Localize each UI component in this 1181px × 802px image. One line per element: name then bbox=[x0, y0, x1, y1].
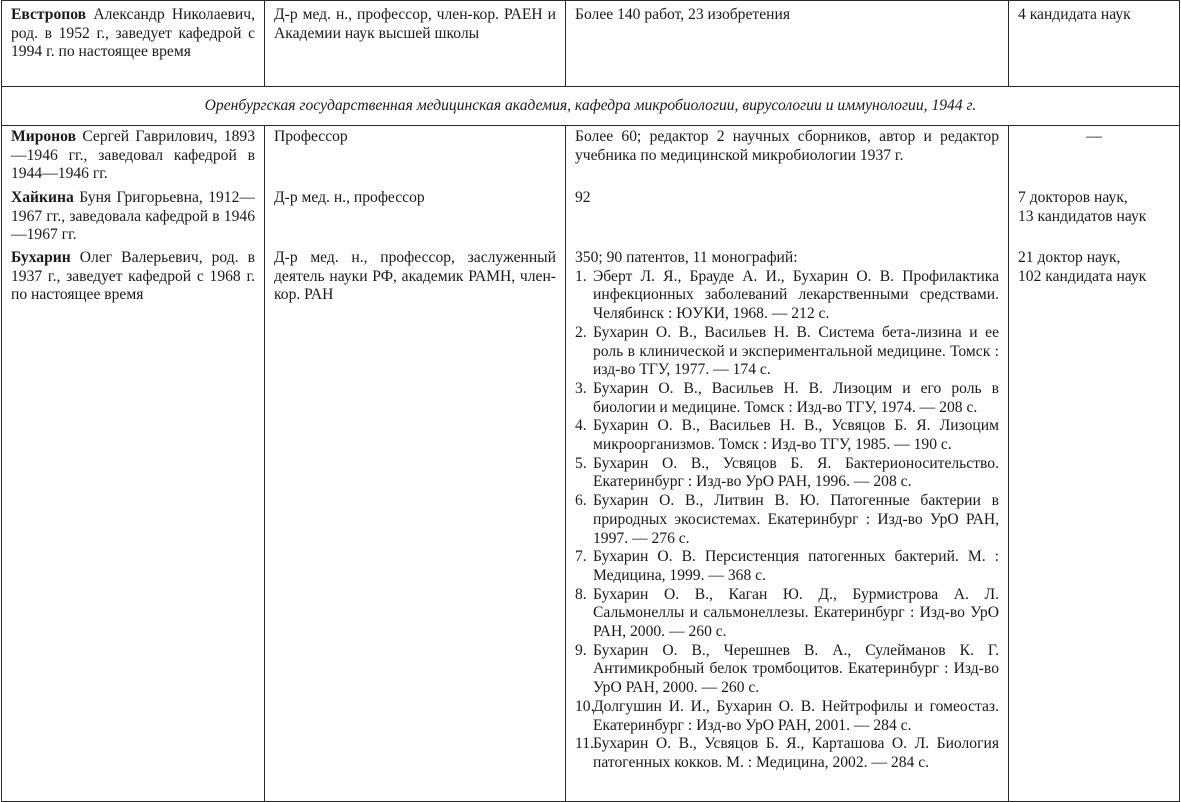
students-line: 102 кандидата наук bbox=[1018, 267, 1147, 285]
list-item bbox=[575, 268, 999, 324]
works-khaikina: 92 bbox=[575, 189, 591, 206]
bio-text: Олег Валерьевич, род. в 1937 г., заведует кафедрой с 1968 г. по настоящее время bbox=[11, 249, 255, 304]
list-item-number: 6. bbox=[575, 492, 587, 510]
table-row-group-orenburg bbox=[2, 126, 1180, 802]
works-cell: Более 140 работ, 23 изобретения bbox=[566, 1, 1009, 87]
list-item bbox=[575, 586, 999, 642]
works-cell bbox=[566, 126, 1009, 802]
list-item bbox=[575, 642, 999, 698]
bio-entry-bukharin bbox=[11, 249, 255, 305]
list-item bbox=[575, 492, 999, 548]
works-bukharin bbox=[575, 249, 999, 773]
list-item-number: 10. bbox=[575, 697, 595, 715]
list-item-number: 7. bbox=[575, 548, 587, 566]
list-item-number: 1. bbox=[575, 267, 587, 285]
bio-entry-khaikina bbox=[11, 189, 255, 249]
bio-entry-mironov bbox=[11, 128, 255, 189]
list-item-number: 3. bbox=[575, 379, 587, 397]
list-item-text: Бухарин О. В., Черешнев В. А., Сулейманов К. Г. Антимикробный белок тромбоцитов. Екатеринбург : Изд-во УрО РАН, 2000. — 260 с. bbox=[593, 641, 999, 697]
surname: Миронов bbox=[11, 128, 76, 145]
students-khaikina bbox=[1018, 189, 1170, 249]
list-item bbox=[575, 324, 999, 380]
list-item-text: Бухарин О. В., Усвяцов Б. Я. Бактерионосительство. Екатеринбург : Изд-во УрО РАН, 1996. — 208 с. bbox=[593, 454, 999, 491]
list-item-text: Бухарин О. В. Персистенция патогенных бактерий. М. : Медицина, 1999. — 368 с. bbox=[593, 548, 999, 584]
list-item-text: Бухарин О. В., Васильев Н. В. Система бета-лизина и ее роль в клинической и экспериментальной медицине. Томск : изд-во ТГУ, 1977. — 174 с. bbox=[593, 323, 999, 379]
students-line: 7 докторов наук, bbox=[1018, 189, 1128, 206]
degree-cell bbox=[265, 126, 566, 802]
bio-text: Сергей Гаврилович, 1893—1946 гг., заведовал кафедрой в 1944—1946 гг. bbox=[11, 128, 255, 183]
list-item bbox=[575, 455, 999, 492]
surname: Бухарин bbox=[11, 249, 71, 266]
list-item-text: Бухарин О. В., Васильев Н. В. Лизоцим и его роль в биологии и медицине. Томск : Изд-во ТГУ, 1974. — 208 с. bbox=[593, 379, 999, 416]
students-mironov bbox=[1018, 128, 1170, 189]
list-item-number: 5. bbox=[575, 454, 587, 472]
list-item-text: Бухарин О. В., Усвяцов Б. Я., Карташова О. Л. Биология патогенных кокков. М. : Медицина, 2002. — 284 с. bbox=[593, 735, 999, 771]
bio-cell bbox=[2, 126, 265, 802]
students-cell: 4 кандидата наук bbox=[1009, 1, 1180, 87]
works-mironov: Более 60; редактор 2 научных сборников, автор и редактор учебника по медицинской микробиологии 1937 г. bbox=[575, 128, 999, 164]
students-cell bbox=[1009, 126, 1180, 802]
students-bukharin bbox=[1018, 249, 1170, 286]
monograph-list bbox=[575, 268, 999, 773]
list-item-text: Бухарин О. В., Литвин В. Ю. Патогенные бактерии в природных экосистемах. Екатеринбург : Изд-во УрО РАН, 1997. — 276 с. bbox=[593, 492, 999, 547]
scientists-table bbox=[1, 0, 1180, 802]
list-item-text: Бухарин О. В., Васильев Н. В., Усвяцов Б. Я. Лизоцим микроорганизмов. Томск : Изд-во ТГУ, 1985. — 190 с. bbox=[593, 417, 999, 454]
list-item-text: Эберт Л. Я., Брауде А. И., Бухарин О. В. Профилактика инфекционных заболеваний лекарственными средствами. Челябинск : ЮУКИ, 1968. — 212 с. bbox=[593, 267, 999, 323]
section-header-row bbox=[2, 87, 1180, 126]
students-line: 21 доктор наук, bbox=[1018, 249, 1121, 266]
list-item bbox=[575, 548, 999, 585]
section-title: Оренбургская государственная медицинская академия, кафедра микробиологии, вирусологии и иммунологии, 1944 г. bbox=[2, 87, 1180, 126]
list-item-number: 2. bbox=[575, 323, 587, 341]
surname: Евстропов bbox=[11, 6, 87, 23]
students-dash: — bbox=[1086, 128, 1102, 145]
list-item-number: 4. bbox=[575, 417, 587, 435]
list-item-number: 11. bbox=[575, 735, 594, 753]
degree-bukharin: Д-р мед. н., профессор, заслуженный деятель науки РФ, академик РАМН, член-кор. РАН bbox=[274, 249, 556, 304]
list-item bbox=[575, 735, 999, 772]
list-item-number: 9. bbox=[575, 641, 587, 659]
list-item bbox=[575, 417, 999, 454]
list-item-number: 8. bbox=[575, 585, 587, 603]
list-item-text: Долгушин И. И., Бухарин О. В. Нейтрофилы и гомеостаз. Екатеринбург : Изд-во УрО РАН, 2001. — 284 с. bbox=[593, 697, 999, 734]
bio-cell bbox=[2, 1, 265, 87]
surname: Хайкина bbox=[11, 189, 74, 206]
list-item bbox=[575, 380, 999, 417]
document-page bbox=[1, 0, 1180, 800]
students-line: 13 кандидатов наук bbox=[1018, 207, 1147, 225]
list-item bbox=[575, 698, 999, 735]
works-intro: 350; 90 патентов, 11 монографий: bbox=[575, 249, 798, 266]
list-item-text: Бухарин О. В., Каган Ю. Д., Бурмистрова А. Л. Сальмонеллы и сальмонеллезы. Екатеринбург : Изд-во УрО РАН, 2000. — 260 с. bbox=[593, 585, 999, 641]
bio-text: Александр Николаевич, род. в 1952 г., заведует кафедрой с 1994 г. по настоящее время bbox=[11, 6, 255, 61]
degree-mironov: Профессор bbox=[274, 128, 348, 145]
degree-khaikina: Д-р мед. н., профессор bbox=[274, 189, 425, 206]
degree-cell: Д-р мед. н., профессор, член-кор. РАЕН и Академии наук высшей школы bbox=[265, 1, 566, 87]
bio-text: Буня Григорьевна, 1912—1967 гг., заведовала кафедрой в 1946—1967 гг. bbox=[11, 189, 255, 244]
table-row-evstropov bbox=[2, 1, 1180, 87]
